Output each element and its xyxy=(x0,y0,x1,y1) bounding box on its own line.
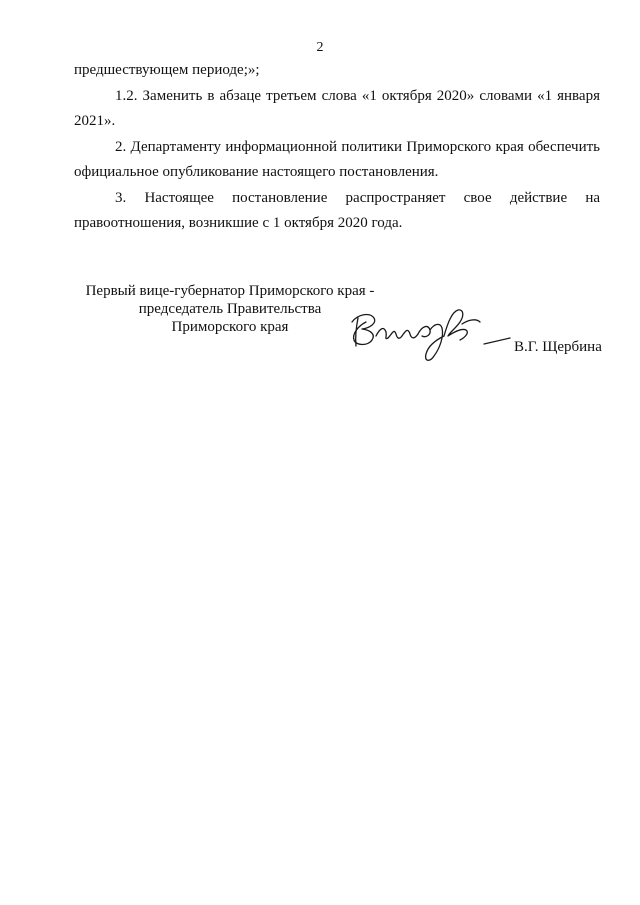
position-line-1: Первый вице-губернатор Приморского края - xyxy=(85,283,375,299)
paragraph-3: 3. Настоящее постановление распространяет свое действие на правоотношения, возникшие с 1 октября 2020 года. xyxy=(74,190,600,231)
paragraph-continuation: предшествующем периоде;»; xyxy=(74,62,260,78)
document-body xyxy=(74,58,600,237)
paragraph-2: 2. Департаменту информационной политики Приморского края обеспечить официальное опубликование настоящего постановления. xyxy=(74,139,600,180)
position-line-3: Приморского края xyxy=(171,319,289,335)
position-line-2: председатель Правительства xyxy=(138,301,322,317)
paragraph-1-2: 1.2. Заменить в абзаце третьем слова «1 октября 2020» словами «1 января 2021». xyxy=(74,88,600,129)
handwritten-signature xyxy=(344,300,512,370)
page-number: 2 xyxy=(316,40,324,55)
signer-name: В.Г. Щербина xyxy=(514,339,602,355)
signatory-position xyxy=(80,282,380,336)
